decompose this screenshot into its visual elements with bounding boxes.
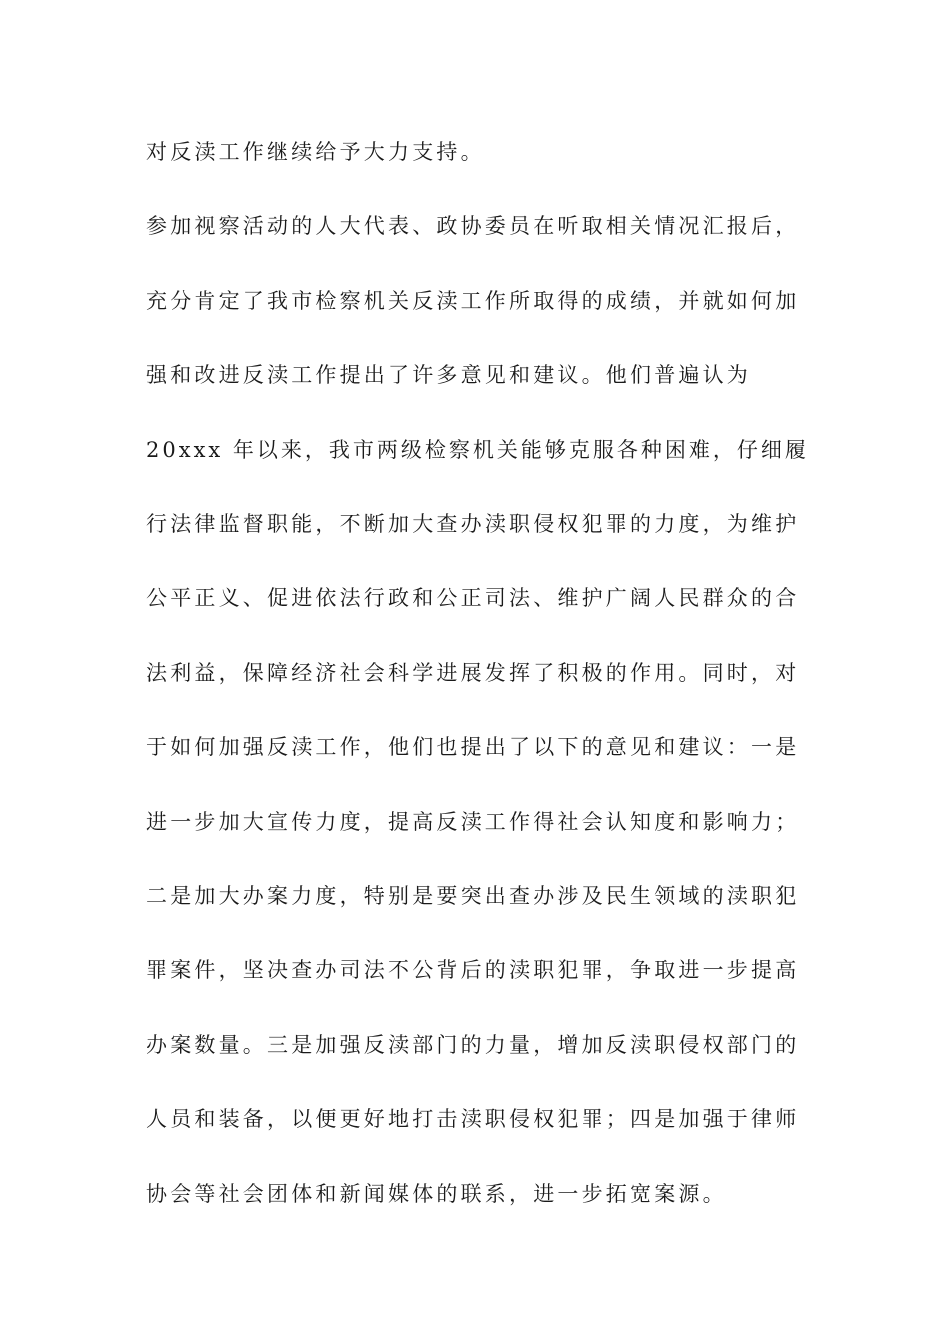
text-line-14: 人员和装备，以便更好地打击渎职侵权犯罪；四是加强于律师 — [146, 1107, 800, 1131]
text-line-12: 罪案件，坚决查办司法不公背后的渎职犯罪，争取进一步提高 — [146, 958, 800, 982]
text-line-2: 参加视察活动的人大代表、政协委员在听取相关情况汇报后， — [146, 214, 800, 238]
text-line-6: 行法律监督职能，不断加大查办渎职侵权犯罪的力度，为维护 — [146, 512, 800, 536]
text-line-8: 法利益，保障经济社会科学进展发挥了积极的作用。同时，对 — [146, 661, 800, 685]
text-line-11: 二是加大办案力度，特别是要突出查办涉及民生领域的渎职犯 — [146, 884, 800, 908]
text-line-13: 办案数量。三是加强反渎部门的力量，增加反渎职侵权部门的 — [146, 1033, 800, 1057]
text-line-9: 于如何加强反渎工作，他们也提出了以下的意见和建议：一是 — [146, 735, 800, 759]
text-line-5: 20xxx 年以来，我市两级检察机关能够克服各种困难，仔细履 — [146, 438, 809, 462]
text-line-3: 充分肯定了我市检察机关反渎工作所取得的成绩，并就如何加 — [146, 289, 800, 313]
text-line-1: 对反渎工作继续给予大力支持。 — [146, 140, 485, 164]
text-line-4: 强和改进反渎工作提出了许多意见和建议。他们普遍认为 — [146, 363, 751, 387]
text-line-15: 协会等社会团体和新闻媒体的联系，进一步拓宽案源。 — [146, 1182, 727, 1206]
text-line-7: 公平正义、促进依法行政和公正司法、维护广阔人民群众的合 — [146, 586, 800, 610]
text-line-10: 进一步加大宣传力度，提高反渎工作得社会认知度和影响力； — [146, 810, 800, 834]
